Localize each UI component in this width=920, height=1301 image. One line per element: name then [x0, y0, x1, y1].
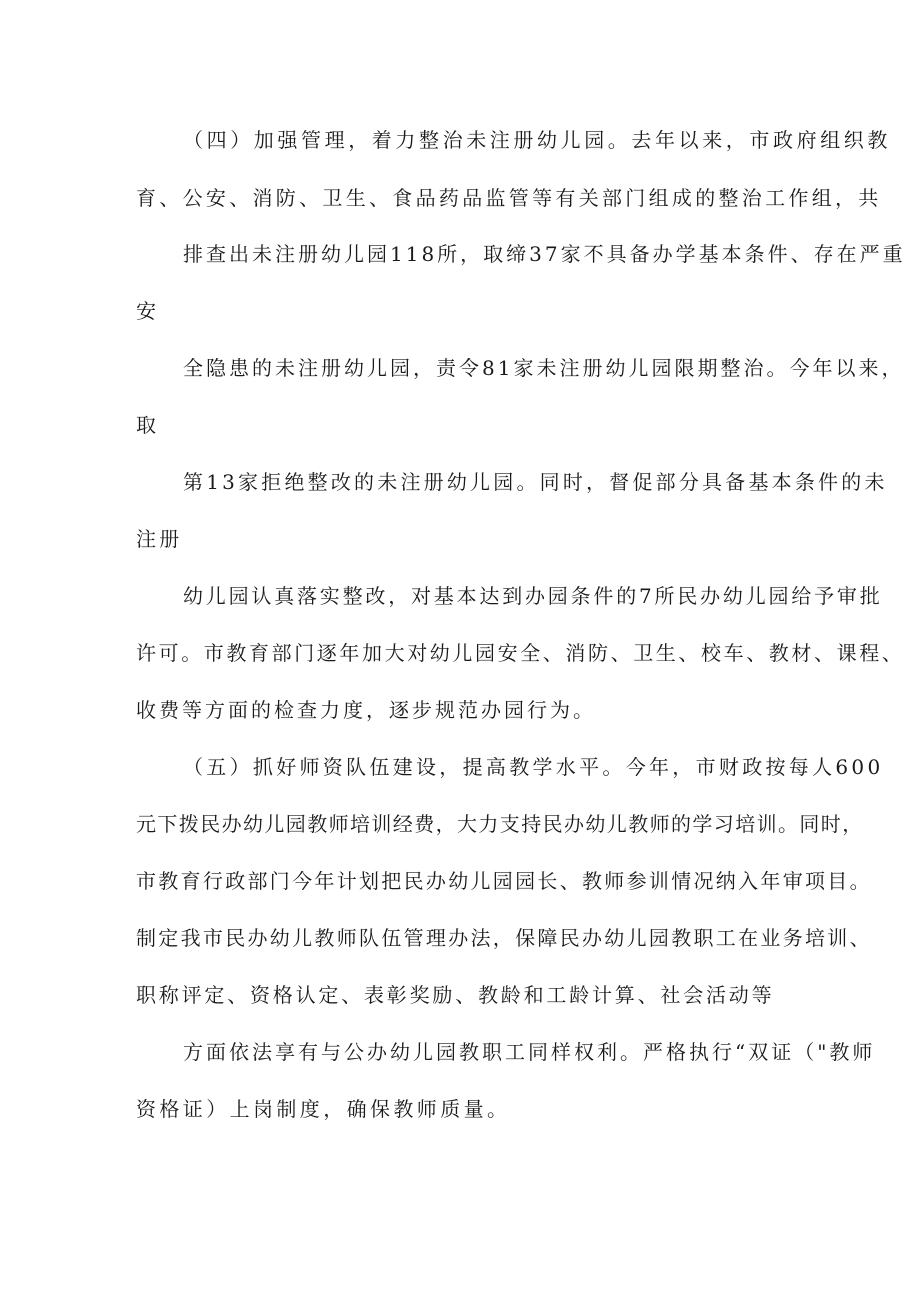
section4-line-2: 育、公安、消防、卫生、食品药品监管等有关部门组成的整治工作组，共 [136, 186, 882, 210]
section4-line-9: 幼儿园认真落实整改，对基本达到办园条件的7所民办幼儿园给予审批 [183, 584, 883, 608]
section5-line-2: 元下拨民办幼儿园教师培训经费，大力支持民办幼儿教师的学习培训。同时， [136, 812, 864, 836]
section5-line-1: （五）抓好师资队伍建设，提高教学水平。今年，市财政按每人600 [183, 755, 884, 779]
section5-line-7: 资格证）上岗制度，确保教师质量。 [136, 1097, 511, 1121]
section4-line-11: 收费等方面的检查力度，逐步规范办园行为。 [136, 698, 596, 722]
section5-line-5: 职称评定、资格认定、表彰奖励、教龄和工龄计算、社会活动等 [136, 983, 775, 1007]
section4-line-1: （四）加强管理，着力整治未注册幼儿园。去年以来，市政府组织教 [183, 128, 891, 152]
section4-line-4: 安 [136, 299, 160, 323]
section4-line-7: 第13家拒绝整改的未注册幼儿园。同时，督促部分具备基本条件的未 [183, 470, 888, 494]
section5-line-3: 市教育行政部门今年计划把民办幼儿园园长、教师参训情况纳入年审项目。 [136, 869, 872, 893]
section4-line-8: 注册 [136, 527, 183, 551]
section4-line-10: 许可。市教育部门逐年加大对幼儿园安全、消防、卫生、校车、教材、课程、 [136, 641, 905, 665]
section4-line-6: 取 [136, 413, 160, 437]
section4-line-3: 排查出未注册幼儿园118所，取缔37家不具备办学基本条件、存在严重 [183, 242, 906, 266]
section4-line-5: 全隐患的未注册幼儿园，责令81家未注册幼儿园限期整治。今年以来， [183, 356, 905, 380]
section5-line-4: 制定我市民办幼儿教师队伍管理办法，保障民办幼儿园教职工在业务培训、 [136, 926, 872, 950]
section5-line-6: 方面依法享有与公办幼儿园教职工同样权利。严格执行“双证（"教师 [183, 1040, 876, 1064]
